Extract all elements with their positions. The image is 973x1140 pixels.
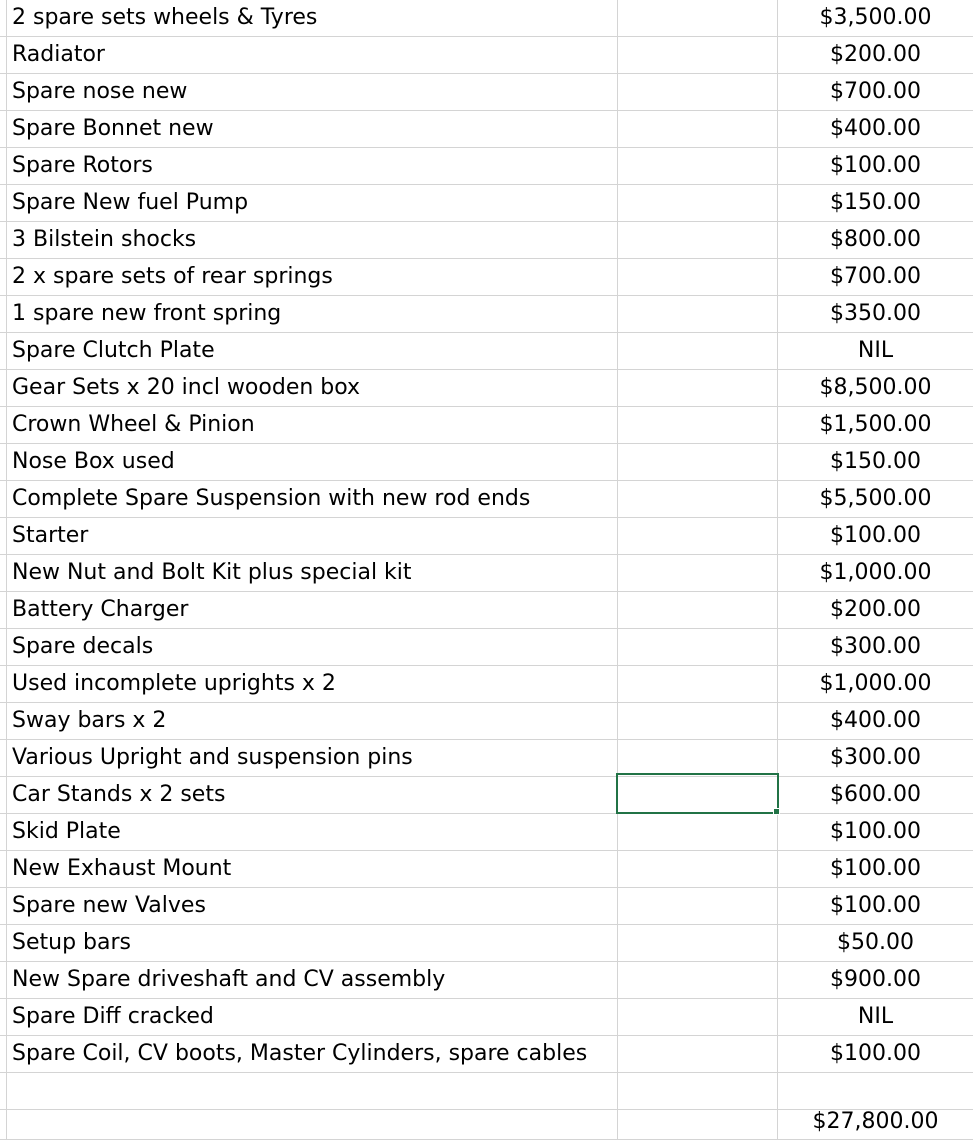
table-row [0,333,973,370]
table-row [0,481,973,518]
item-cell[interactable]: Spare Diff cracked [7,999,618,1035]
item-cell[interactable]: Spare Coil, CV boots, Master Cylinders, spare cables [7,1036,618,1072]
item-cell[interactable]: Radiator [7,37,618,73]
value-cell[interactable]: $100.00 [830,153,921,178]
empty-cell[interactable] [618,962,778,998]
empty-cell[interactable] [618,333,778,369]
empty-cell[interactable] [618,703,778,739]
empty-cell[interactable] [618,851,778,887]
table-row [0,407,973,444]
value-cell[interactable]: $100.00 [830,1041,921,1066]
item-cell[interactable]: Nose Box used [7,444,618,480]
table-row [0,222,973,259]
empty-cell[interactable] [618,111,778,147]
item-cell[interactable]: 1 spare new front spring [7,296,618,332]
empty-cell[interactable] [618,925,778,961]
value-cell[interactable]: NIL [857,1004,894,1029]
item-cell[interactable]: New Spare driveshaft and CV assembly [7,962,618,998]
empty-cell[interactable] [618,148,778,184]
empty-cell[interactable] [618,888,778,924]
item-cell[interactable]: Various Upright and suspension pins [7,740,618,776]
value-cell[interactable]: $600.00 [830,782,921,807]
empty-cell[interactable] [618,185,778,221]
empty-cell[interactable] [618,555,778,591]
value-cell[interactable]: $3,500.00 [819,5,932,30]
value-cell[interactable]: $100.00 [830,893,921,918]
empty-cell[interactable] [618,370,778,406]
value-cell[interactable]: $100.00 [830,819,921,844]
value-cell[interactable]: $100.00 [830,856,921,881]
empty-cell[interactable] [618,0,778,36]
empty-cell[interactable] [618,74,778,110]
table-row [0,37,973,74]
table-row [0,592,973,629]
value-cell[interactable]: $300.00 [830,634,921,659]
value-cell[interactable]: $5,500.00 [819,486,932,511]
item-cell[interactable]: Setup bars [7,925,618,961]
value-cell[interactable]: $100.00 [830,523,921,548]
table-row [0,518,973,555]
value-cell[interactable]: $200.00 [830,42,921,67]
value-cell[interactable]: $1,500.00 [819,412,932,437]
table-row [0,740,973,777]
total-row [0,1104,973,1140]
table-row [0,777,973,814]
empty-cell[interactable] [618,407,778,443]
empty-cell[interactable] [618,222,778,258]
item-cell[interactable]: New Exhaust Mount [7,851,618,887]
item-cell[interactable]: Starter [7,518,618,554]
empty-cell[interactable] [618,1036,778,1072]
item-cell[interactable]: New Nut and Bolt Kit plus special kit [7,555,618,591]
value-cell[interactable]: NIL [857,338,894,363]
empty-cell[interactable] [618,259,778,295]
table-row [0,814,973,851]
empty-cell[interactable] [618,814,778,850]
table-row [0,1036,973,1073]
table-row [0,259,973,296]
item-cell[interactable]: Spare new Valves [7,888,618,924]
item-cell[interactable]: 2 x spare sets of rear springs [7,259,618,295]
empty-cell[interactable] [618,740,778,776]
item-cell[interactable]: Spare Rotors [7,148,618,184]
item-cell[interactable]: Gear Sets x 20 incl wooden box [7,370,618,406]
empty-cell[interactable] [618,629,778,665]
table-row [0,888,973,925]
fill-handle[interactable] [773,808,780,815]
item-cell[interactable]: Crown Wheel & Pinion [7,407,618,443]
table-row [0,111,973,148]
table-row [0,962,973,999]
value-cell[interactable]: $1,000.00 [819,671,932,696]
value-cell[interactable]: $200.00 [830,597,921,622]
value-cell[interactable]: $8,500.00 [819,375,932,400]
table-row [0,666,973,703]
value-cell[interactable]: $300.00 [830,745,921,770]
item-cell[interactable]: 3 Bilstein shocks [7,222,618,258]
table-row [0,925,973,962]
value-cell[interactable]: $1,000.00 [819,560,932,585]
empty-cell[interactable] [618,296,778,332]
value-cell[interactable]: $800.00 [830,227,921,252]
item-cell[interactable]: 2 spare sets wheels & Tyres [7,0,618,36]
table-row [0,851,973,888]
table-row [0,629,973,666]
total-label-cell[interactable] [7,1104,618,1140]
table-row [0,296,973,333]
value-cell[interactable]: $400.00 [830,708,921,733]
item-cell[interactable]: Complete Spare Suspension with new rod ends [7,481,618,517]
table-row [0,370,973,407]
empty-cell[interactable] [618,999,778,1035]
item-cell[interactable]: Used incomplete uprights x 2 [7,666,618,702]
item-cell[interactable]: Spare decals [7,629,618,665]
table-row [0,74,973,111]
value-cell[interactable]: $50.00 [837,930,914,955]
table-row [0,148,973,185]
value-cell[interactable]: $700.00 [830,79,921,104]
empty-cell[interactable] [618,444,778,480]
table-row [0,185,973,222]
item-cell[interactable]: Spare New fuel Pump [7,185,618,221]
value-cell[interactable]: $900.00 [830,967,921,992]
total-empty-cell[interactable] [618,1104,778,1140]
value-cell[interactable]: $350.00 [830,301,921,326]
value-cell[interactable]: $150.00 [830,190,921,215]
table-row [0,999,973,1036]
total-value-cell[interactable]: $27,800.00 [812,1109,939,1134]
item-cell[interactable]: Skid Plate [7,814,618,850]
empty-cell[interactable] [618,666,778,702]
value-cell[interactable]: $150.00 [830,449,921,474]
item-cell[interactable]: Spare Clutch Plate [7,333,618,369]
empty-cell[interactable] [618,592,778,628]
active-cell-selection[interactable] [616,773,779,814]
item-cell[interactable]: Battery Charger [7,592,618,628]
empty-cell[interactable] [618,37,778,73]
item-cell[interactable]: Spare nose new [7,74,618,110]
table-row [0,0,973,37]
item-cell[interactable]: Car Stands x 2 sets [7,777,618,813]
value-cell[interactable]: $700.00 [830,264,921,289]
item-cell[interactable]: Spare Bonnet new [7,111,618,147]
empty-cell[interactable] [618,518,778,554]
table-row [0,703,973,740]
empty-cell[interactable] [618,481,778,517]
table-row [0,444,973,481]
item-cell[interactable]: Sway bars x 2 [7,703,618,739]
value-cell[interactable]: $400.00 [830,116,921,141]
table-row [0,555,973,592]
